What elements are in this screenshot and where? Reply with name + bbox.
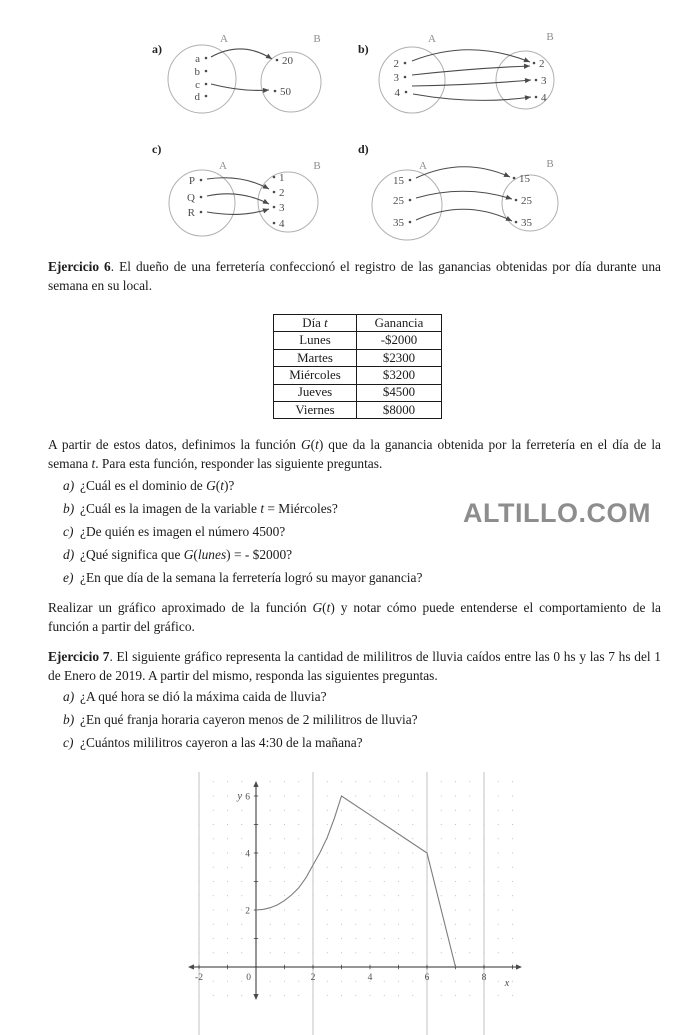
text-segment: ¿Cuál es la imagen de la variable — [80, 501, 261, 516]
set-a-element: d — [194, 90, 200, 103]
diagram-label: d) — [358, 142, 369, 156]
set-b-element: 25 — [521, 194, 532, 207]
table-cell: $3200 — [357, 367, 442, 384]
element-dot — [205, 70, 208, 73]
set-b-element: 3 — [541, 74, 547, 87]
text-segment: ( — [193, 547, 198, 562]
text-segment: t — [315, 437, 319, 452]
text-segment: )? — [223, 478, 235, 493]
function-mapping-diagrams — [140, 28, 570, 250]
question-label: e) — [63, 570, 74, 585]
altillo-watermark: ALTILLO.COM — [463, 498, 651, 528]
table-cell: Viernes — [274, 401, 357, 418]
element-dot — [205, 57, 208, 60]
set-a-circle — [379, 47, 445, 113]
set-a-circle — [372, 170, 442, 240]
question-label: d) — [63, 547, 75, 562]
mapping-diagram-d — [358, 142, 558, 240]
element-dot — [405, 91, 408, 94]
text-segment: G — [300, 437, 311, 452]
exercise6-intro-paragraph — [48, 258, 661, 295]
mapping-arrow — [207, 209, 269, 214]
rainfall-line-chart — [185, 772, 525, 1035]
set-a-label: A — [219, 160, 227, 172]
table-cell: $2300 — [357, 349, 442, 366]
set-b-element: 2 — [279, 186, 285, 199]
set-b-element: 4 — [279, 217, 285, 230]
set-a-element: c — [195, 78, 200, 91]
question-item — [63, 566, 658, 589]
element-dot — [533, 62, 536, 65]
set-b-element: 50 — [280, 85, 291, 98]
element-dot — [535, 79, 538, 82]
table-header-row — [274, 315, 442, 332]
question-label: a) — [63, 478, 75, 493]
earnings-table — [273, 314, 442, 419]
table-row — [274, 349, 442, 366]
set-b-label: B — [313, 160, 321, 172]
question-text — [80, 501, 338, 516]
text-segment: ¿Qué significa que — [80, 547, 184, 562]
set-a-element: a — [195, 52, 200, 65]
question-item — [63, 474, 658, 497]
set-a-element: P — [188, 174, 195, 187]
text-segment: t — [326, 600, 331, 615]
diagram-label: c) — [152, 142, 162, 156]
element-dot — [273, 176, 276, 179]
text-segment: Ganancia — [374, 315, 424, 330]
table-cell: $4500 — [357, 384, 442, 401]
question-item — [63, 708, 658, 731]
text-segment: Ejercicio 6 — [48, 259, 111, 274]
x-tick-label: 2 — [310, 973, 316, 983]
table-row — [274, 367, 442, 384]
exercise6-questions — [63, 474, 658, 589]
diagram-label: b) — [358, 42, 369, 56]
set-b-element: 3 — [279, 201, 285, 214]
element-dot — [515, 199, 518, 202]
element-dot — [205, 83, 208, 86]
diagram-label: a) — [152, 42, 162, 56]
question-text — [80, 689, 327, 704]
element-dot — [409, 199, 412, 202]
set-b-element: 20 — [282, 54, 293, 67]
table-header-cell — [357, 315, 442, 332]
x-tick-label: 4 — [367, 973, 373, 983]
set-b-label: B — [546, 158, 554, 170]
mapping-arrow — [416, 167, 510, 178]
question-label: b) — [63, 712, 75, 727]
text-segment: . El dueño de una ferretería confeccionó el registro de las ganancias obtenidas por día durante una semana en su local. — [48, 259, 661, 293]
y-tick-label: 6 — [245, 792, 250, 803]
table-cell: $8000 — [357, 401, 442, 418]
set-b-element: 2 — [539, 57, 545, 70]
element-dot — [273, 222, 276, 225]
question-text — [80, 570, 422, 585]
set-a-element: 2 — [393, 57, 399, 70]
y-tick-label: 4 — [245, 849, 250, 860]
element-dot — [409, 221, 412, 224]
mapping-arrow — [211, 84, 269, 90]
table-row — [274, 332, 442, 349]
set-b-element: 4 — [541, 91, 547, 104]
table-cell: Miércoles — [274, 367, 357, 384]
text-segment: ( — [310, 437, 316, 452]
x-tick-label: 0 — [246, 973, 251, 983]
set-b-label: B — [313, 33, 321, 45]
text-segment: ( — [215, 478, 221, 493]
exercise7-intro-paragraph — [48, 648, 661, 685]
exercise6-closing-paragraph — [48, 599, 661, 636]
text-segment: t — [260, 501, 265, 516]
table-header-cell — [274, 315, 357, 332]
element-dot — [404, 76, 407, 79]
set-b-label: B — [546, 31, 554, 43]
question-item — [63, 685, 658, 708]
question-text — [80, 478, 234, 493]
mapping-diagram-c — [152, 142, 321, 236]
mapping-diagram-a — [152, 33, 321, 113]
mapping-arrow — [416, 191, 512, 199]
question-item — [63, 543, 658, 566]
table-cell: Lunes — [274, 332, 357, 349]
table-cell: Martes — [274, 349, 357, 366]
text-segment: G — [183, 547, 194, 562]
text-segment: Ejercicio 7 — [48, 649, 110, 664]
text-segment: ¿En qué franja horaria cayeron menos de 2 mililitros de lluvia? — [80, 712, 418, 727]
x-tick-label: 8 — [481, 973, 487, 983]
element-dot — [200, 211, 203, 214]
mapping-arrow — [207, 178, 269, 189]
element-dot — [205, 95, 208, 98]
text-segment: t — [220, 478, 224, 493]
question-label: c) — [63, 524, 74, 539]
set-a-element: 4 — [394, 86, 400, 99]
question-text — [80, 735, 363, 750]
question-text — [80, 712, 418, 727]
text-segment: ) = - $2000? — [226, 547, 293, 562]
text-segment: t — [91, 455, 96, 471]
element-dot — [404, 62, 407, 65]
element-dot — [515, 221, 518, 224]
set-b-element: 1 — [279, 171, 285, 184]
mapping-diagram-b — [358, 31, 554, 113]
question-text — [80, 547, 292, 562]
set-a-label: A — [220, 33, 228, 45]
element-dot — [200, 179, 203, 182]
text-segment: t — [324, 315, 328, 330]
question-label: b) — [63, 501, 75, 516]
set-a-element: 25 — [393, 194, 404, 207]
element-dot — [513, 177, 516, 180]
set-a-element: b — [194, 65, 200, 78]
x-axis-label: x — [504, 978, 510, 989]
text-segment: ¿En que día de la semana la ferretería logró su mayor ganancia? — [80, 570, 423, 585]
set-b-element: 35 — [521, 216, 532, 229]
set-b-element: 15 — [519, 172, 530, 185]
text-segment: ¿Cuántos mililitros cayeron a las 4:30 de la mañana? — [80, 735, 363, 750]
y-axis-label: y — [237, 791, 242, 802]
text-segment: G — [312, 600, 323, 615]
text-segment: . Para esta función, responder las siguiente preguntas. — [95, 455, 383, 471]
exercise6-description-paragraph — [48, 436, 661, 473]
set-a-element: 3 — [393, 71, 399, 84]
text-segment: lunes — [197, 547, 227, 562]
text-segment: ( — [322, 600, 327, 615]
question-label: c) — [63, 735, 74, 750]
text-segment: Realizar un gráfico aproximado de la función — [48, 600, 313, 615]
text-segment: ¿A qué hora se dió la máxima caida de lluvia? — [80, 689, 327, 704]
question-text — [80, 524, 285, 539]
element-dot — [274, 90, 277, 93]
text-segment: = Miércoles? — [264, 501, 338, 516]
mapping-arrow — [413, 94, 531, 100]
y-tick-label: 2 — [245, 906, 250, 917]
mapping-arrow — [207, 194, 269, 204]
question-item — [63, 731, 658, 754]
mapping-arrow — [416, 209, 512, 221]
set-a-label: A — [419, 160, 427, 172]
text-segment: ¿Cuál es el dominio de — [80, 478, 207, 493]
set-a-circle — [168, 45, 236, 113]
element-dot — [535, 96, 538, 99]
x-tick-label: -2 — [195, 973, 203, 983]
text-segment: G — [206, 478, 216, 493]
element-dot — [273, 206, 276, 209]
question-label: a) — [63, 689, 75, 704]
text-segment: A partir de estos datos, definimos la función — [48, 437, 301, 452]
element-dot — [273, 191, 276, 194]
set-a-label: A — [428, 33, 436, 45]
table-row — [274, 384, 442, 401]
table-row — [274, 401, 442, 418]
text-segment: ) y notar cómo puede entenderse el comportamiento de la función a partir del gráfico. — [48, 600, 661, 634]
x-tick-label: 6 — [424, 973, 430, 983]
text-segment: ) que da la ganancia obtenida por la ferretería en el día de la semana — [48, 437, 661, 471]
dot-grid — [198, 781, 513, 996]
element-dot — [409, 179, 412, 182]
mapping-arrow — [412, 66, 530, 75]
exercise7-questions — [63, 685, 658, 754]
element-dot — [276, 59, 279, 62]
text-segment: Día — [302, 315, 325, 330]
set-a-element: 15 — [393, 174, 404, 187]
table-cell: -$2000 — [357, 332, 442, 349]
mapping-arrow — [412, 80, 531, 86]
set-a-element: Q — [187, 191, 195, 204]
text-segment: ¿De quién es imagen el número 4500? — [80, 524, 286, 539]
text-segment: . El siguiente gráfico representa la cantidad de mililitros de lluvia caídos entre las 0 hs y las 7 hs del 1 de Enero de 2019. A partir del mismo, responda las siguientes preguntas. — [48, 649, 661, 683]
table-cell: Jueves — [274, 384, 357, 401]
set-a-element: R — [187, 206, 195, 219]
element-dot — [200, 196, 203, 199]
set-a-element: 35 — [393, 216, 404, 229]
